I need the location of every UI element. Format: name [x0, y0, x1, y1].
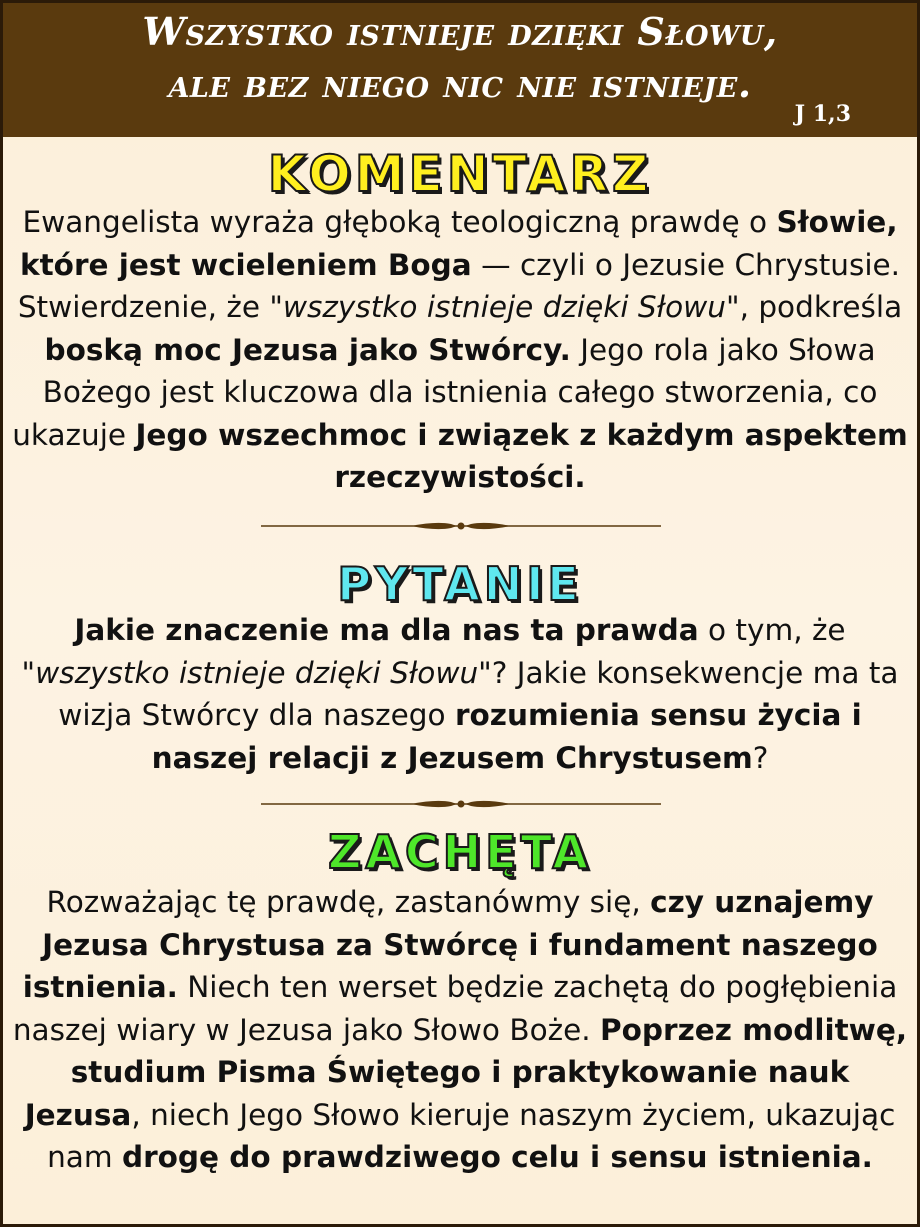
ornament-divider-1 [261, 519, 661, 533]
zacheta-text [11, 881, 909, 1179]
verse-header [3, 3, 917, 137]
verse-line-2: ale bez niego nic nie istnieje. [168, 61, 752, 106]
verse-line-1: Wszystko istnieje dzięki Słowu, [142, 9, 778, 54]
text-segment: czy uznajemy Jezusa Chrystusa za Stwórcę i fundament naszego istnienia. [22, 885, 878, 1004]
text-segment: Jakie znaczenie ma dla nas ta prawda [74, 613, 699, 647]
text-segment: Ewangelista wyraża głęboką teologiczną prawdę o [22, 205, 777, 239]
zacheta-title: ZACHĘTA [327, 825, 593, 879]
text-segment: o tym, że [698, 613, 846, 647]
text-segment: Niech ten werset będzie zachętą do pogłębienia naszej wiary w Jezusa jako Słowo Boże. [12, 970, 898, 1047]
text-segment: "wszystko istnieje dzięki Słowu" [269, 290, 740, 324]
text-segment: Słowie, które jest wcieleniem Boga [19, 205, 898, 282]
text-segment: , podkreśla [739, 290, 903, 324]
text-segment: Poprzez modlitwę, studium Pisma Świętego i praktykowanie nauk Jezusa [24, 1012, 908, 1132]
text-segment: Jego wszechmoc i związek z każdym aspektem rzeczywistości. [135, 417, 908, 494]
text-segment: rozumienia sensu życia i naszej relacji z Jezusem Chrystusem [151, 698, 862, 775]
text-segment: Jego rola jako Słowa Bożego jest kluczowa dla istnienia całego stworzenia, co ukazuje [12, 332, 878, 452]
text-segment: , niech Jego Słowo kieruje naszym życiem, ukazując nam [47, 1097, 896, 1174]
text-segment: ? [752, 740, 769, 775]
pytanie-title: PYTANIE [337, 557, 583, 611]
komentarz-text [11, 201, 909, 499]
text-segment: Rozważając tę prawdę, zastanówmy się, [46, 885, 651, 919]
ornament-divider-2 [261, 797, 661, 811]
text-segment: boską moc Jezusa jako Stwórcy. [44, 332, 571, 367]
text-segment: "wszystko istnieje dzięki Słowu" [21, 655, 492, 690]
text-segment: ? Jakie konsekwencje ma ta wizja Stwórcy dla naszego [58, 655, 899, 732]
text-segment: drogę do prawdziwego celu i sensu istnienia. [121, 1140, 873, 1174]
pytanie-text [11, 609, 909, 779]
komentarz-title: KOMENTARZ [267, 145, 653, 203]
text-segment: — czyli o Jezusie Chrystusie. Stwierdzenie, że [17, 247, 901, 324]
verse-reference: J 1,3 [794, 101, 851, 127]
